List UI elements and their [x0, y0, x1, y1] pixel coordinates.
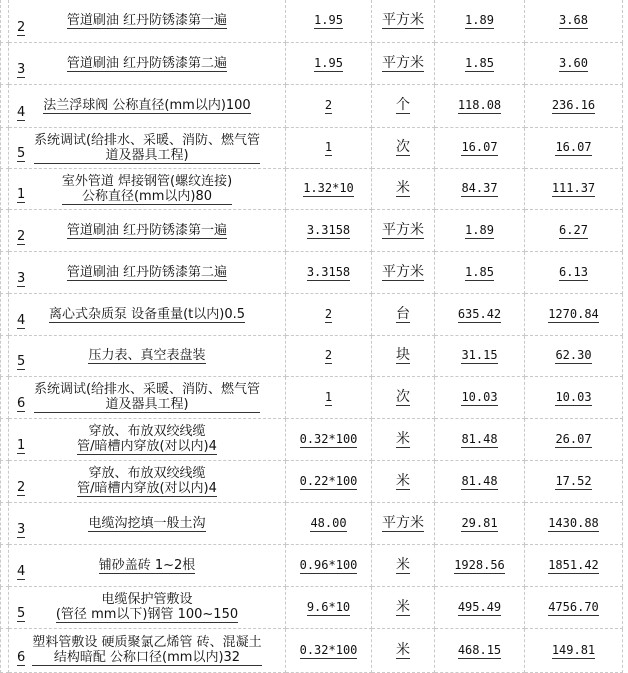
item-number-cell[interactable]: [0, 545, 26, 587]
item-description: 管道刷油 红丹防锈漆第二遍: [66, 264, 228, 280]
item-total: 3.68: [559, 13, 588, 27]
item-number-cell[interactable]: [0, 169, 26, 210]
item-quantity-cell[interactable]: [286, 128, 372, 169]
item-unit: 块: [396, 347, 410, 363]
item-unit-price-cell[interactable]: [435, 210, 525, 252]
table-row: [0, 252, 628, 294]
item-number: 5: [17, 606, 26, 621]
item-number: 4: [17, 564, 26, 579]
item-description: 穿放、布放双绞线缆 管/暗槽内穿放(对以内)4: [77, 424, 217, 454]
item-unit-price: 635.42: [457, 306, 502, 321]
item-unit-price: 10.03: [461, 389, 498, 404]
item-total-cell[interactable]: [525, 294, 623, 336]
item-number-cell[interactable]: [0, 461, 26, 503]
item-description-cell[interactable]: [9, 336, 286, 377]
item-quantity: 1.95: [314, 13, 343, 27]
item-quantity-cell[interactable]: [286, 252, 372, 294]
item-unit-price: 1.85: [465, 264, 494, 279]
item-quantity: 1: [324, 140, 333, 154]
item-number: 3: [17, 271, 26, 286]
item-unit: 个: [396, 97, 410, 113]
item-quantity-cell[interactable]: [286, 336, 372, 377]
item-unit-price: 81.48: [461, 473, 498, 488]
item-total-cell[interactable]: [525, 545, 623, 587]
item-quantity: 2: [324, 306, 333, 321]
item-total-cell[interactable]: [525, 587, 623, 629]
item-unit-price: 1928.56: [454, 557, 505, 572]
item-unit: 台: [396, 305, 410, 322]
item-unit-cell[interactable]: [372, 210, 435, 252]
item-unit-cell[interactable]: [372, 629, 435, 673]
item-number-cell[interactable]: [0, 629, 26, 673]
item-unit-cell[interactable]: [372, 419, 435, 461]
item-description: 系统调试(给排水、采暖、消防、燃气管 道及器具工程): [33, 132, 261, 163]
item-total: 6.27: [559, 222, 588, 237]
item-description-cell[interactable]: [9, 294, 286, 336]
item-quantity: 9.6*10: [306, 599, 351, 614]
item-quantity: 2: [324, 98, 333, 112]
item-description-cell[interactable]: [9, 461, 286, 503]
item-unit-cell[interactable]: [372, 336, 435, 377]
item-total-cell[interactable]: [525, 629, 623, 673]
table-row: [0, 294, 628, 336]
item-unit-price: 1.89: [465, 222, 494, 237]
item-quantity: 0.22*100: [299, 473, 358, 488]
item-quantity-cell[interactable]: [286, 169, 372, 210]
item-unit-price: 31.15: [461, 348, 498, 362]
item-description: 电缆保护管敷设 (管径 mm以下)钢管 100~150: [55, 592, 239, 622]
item-number: 2: [17, 480, 26, 495]
item-quantity: 1: [324, 389, 333, 404]
item-quantity: 1.95: [314, 55, 343, 70]
item-quantity: 0.96*100: [299, 557, 358, 572]
item-total: 149.81: [551, 642, 596, 657]
item-unit-cell[interactable]: [372, 503, 435, 545]
item-quantity-cell[interactable]: [286, 629, 372, 673]
item-quantity: 0.32*100: [299, 431, 358, 446]
item-unit-cell[interactable]: [372, 85, 435, 128]
item-quantity: 2: [324, 348, 333, 362]
item-number-cell[interactable]: [0, 128, 26, 169]
table-row: [0, 545, 628, 587]
item-description-cell[interactable]: [9, 419, 286, 461]
item-unit-price-cell[interactable]: [435, 419, 525, 461]
item-total: 62.30: [555, 348, 592, 362]
item-quantity-cell[interactable]: [286, 461, 372, 503]
item-unit-price: 84.37: [461, 181, 498, 195]
item-unit-cell[interactable]: [372, 128, 435, 169]
item-number-cell[interactable]: [0, 587, 26, 629]
item-unit-price-cell[interactable]: [435, 0, 525, 43]
item-number: 5: [17, 354, 26, 369]
item-unit: 平方米: [382, 514, 424, 531]
item-total-cell[interactable]: [525, 419, 623, 461]
item-number: 4: [17, 313, 26, 328]
table-row: [0, 419, 628, 461]
item-unit-price-cell[interactable]: [435, 169, 525, 210]
item-description: 塑料管敷设 硬质聚氯乙烯管 砖、混凝土 结构暗配 公称口径(mm以内)32: [32, 635, 262, 665]
item-number-cell[interactable]: [0, 85, 26, 128]
item-unit: 米: [396, 556, 410, 573]
item-unit-price-cell[interactable]: [435, 629, 525, 673]
item-total-cell[interactable]: [525, 336, 623, 377]
item-description: 法兰浮球阀 公称直径(mm以内)100: [43, 98, 251, 113]
item-unit-cell[interactable]: [372, 377, 435, 419]
item-number-cell[interactable]: [0, 0, 26, 43]
item-total: 10.03: [555, 389, 592, 404]
item-unit-cell[interactable]: [372, 43, 435, 85]
item-description-cell[interactable]: [9, 85, 286, 128]
item-description: 压力表、真空表盘装: [88, 348, 206, 363]
item-unit-price-cell[interactable]: [435, 503, 525, 545]
item-quantity: 0.32*100: [299, 642, 358, 657]
table-row: [0, 336, 628, 377]
item-total: 16.07: [555, 140, 592, 154]
item-unit: 米: [396, 472, 410, 489]
item-quantity-cell[interactable]: [286, 85, 372, 128]
item-number-cell[interactable]: [0, 252, 26, 294]
item-unit-price: 16.07: [461, 140, 498, 154]
item-unit-cell[interactable]: [372, 587, 435, 629]
table-row: [0, 0, 628, 43]
item-total-cell[interactable]: [525, 252, 623, 294]
item-quantity-cell[interactable]: [286, 294, 372, 336]
item-total-cell[interactable]: [525, 461, 623, 503]
item-description-cell[interactable]: [9, 377, 286, 419]
item-number-cell[interactable]: [0, 377, 26, 419]
item-description: 管道刷油 红丹防锈漆第二遍: [66, 55, 228, 71]
table-row: [0, 629, 628, 673]
item-description-cell[interactable]: [9, 43, 286, 85]
item-total-cell[interactable]: [525, 85, 623, 128]
item-total-cell[interactable]: [525, 0, 623, 43]
item-description: 管道刷油 红丹防锈漆第一遍: [66, 222, 228, 238]
item-description: 系统调试(给排水、采暖、消防、燃气管 道及器具工程): [33, 382, 261, 412]
item-quantity-cell[interactable]: [286, 419, 372, 461]
item-unit-price-cell[interactable]: [435, 252, 525, 294]
item-quantity: 3.3158: [306, 264, 351, 279]
item-total: 26.07: [555, 431, 592, 446]
item-total-cell[interactable]: [525, 210, 623, 252]
item-unit-price-cell[interactable]: [435, 85, 525, 128]
item-description-cell[interactable]: [9, 169, 286, 210]
item-description-cell[interactable]: [9, 210, 286, 252]
item-unit-cell[interactable]: [372, 545, 435, 587]
item-number-cell[interactable]: [0, 43, 26, 85]
item-description: 管道刷油 红丹防锈漆第一遍: [66, 13, 228, 28]
item-description-cell[interactable]: [9, 545, 286, 587]
item-description-cell[interactable]: [9, 0, 286, 43]
item-unit: 平方米: [382, 221, 424, 238]
item-number: 1: [17, 187, 26, 202]
item-unit: 米: [396, 430, 410, 447]
table-row: [0, 169, 628, 210]
item-unit-cell[interactable]: [372, 294, 435, 336]
item-unit-cell[interactable]: [372, 461, 435, 503]
table-row: [0, 210, 628, 252]
item-quantity: 48.00: [310, 515, 347, 530]
item-unit-price-cell[interactable]: [435, 294, 525, 336]
item-description: 电缆沟挖填一般土沟: [88, 515, 206, 531]
item-description: 铺砂盖砖 1~2根: [98, 557, 196, 573]
item-quantity-cell[interactable]: [286, 587, 372, 629]
item-number: 5: [17, 146, 26, 161]
item-unit-price: 495.49: [457, 599, 502, 614]
item-quantity: 3.3158: [306, 222, 351, 237]
table-row: [0, 461, 628, 503]
item-unit: 米: [396, 641, 410, 658]
item-number: 6: [17, 396, 26, 411]
table-row: [0, 43, 628, 85]
item-number: 3: [17, 522, 26, 537]
item-unit-price: 468.15: [457, 642, 502, 657]
item-description-cell[interactable]: [9, 252, 286, 294]
item-quantity-cell[interactable]: [286, 377, 372, 419]
item-number: 2: [17, 20, 26, 35]
item-number: 1: [17, 438, 26, 453]
item-number-cell[interactable]: [0, 210, 26, 252]
item-unit-cell[interactable]: [372, 0, 435, 43]
item-unit-price-cell[interactable]: [435, 43, 525, 85]
item-total: 1851.42: [548, 557, 599, 572]
item-unit: 平方米: [382, 54, 424, 71]
table-row: [0, 377, 628, 419]
item-number: 6: [17, 650, 26, 665]
item-total: 1430.88: [548, 515, 599, 530]
table-row: [0, 587, 628, 629]
item-total-cell[interactable]: [525, 43, 623, 85]
item-total: 4756.70: [548, 599, 599, 614]
item-total-cell[interactable]: [525, 377, 623, 419]
item-unit-cell[interactable]: [372, 169, 435, 210]
item-total: 1270.84: [548, 306, 599, 321]
item-unit: 米: [396, 180, 410, 196]
item-number-cell[interactable]: [0, 336, 26, 377]
item-quantity-cell[interactable]: [286, 503, 372, 545]
item-quantity-cell[interactable]: [286, 545, 372, 587]
item-total: 17.52: [555, 473, 592, 488]
item-number: 4: [17, 105, 26, 120]
item-unit-price: 29.81: [461, 515, 498, 530]
item-unit: 次: [396, 139, 410, 155]
item-total-cell[interactable]: [525, 169, 623, 210]
item-quantity-cell[interactable]: [286, 210, 372, 252]
item-total: 236.16: [551, 98, 596, 112]
item-unit: 次: [396, 388, 410, 405]
item-quantity: 1.32*10: [303, 181, 354, 195]
item-description: 穿放、布放双绞线缆 管/暗槽内穿放(对以内)4: [77, 466, 217, 496]
item-quantity-cell[interactable]: [286, 43, 372, 85]
item-quantity-cell[interactable]: [286, 0, 372, 43]
item-number: 3: [17, 62, 26, 77]
item-total-cell[interactable]: [525, 128, 623, 169]
item-description-cell[interactable]: [9, 128, 286, 169]
item-unit-price-cell[interactable]: [435, 377, 525, 419]
item-unit-price: 118.08: [457, 98, 502, 112]
item-total: 111.37: [551, 181, 596, 195]
item-unit-price-cell[interactable]: [435, 461, 525, 503]
item-number-cell[interactable]: [0, 294, 26, 336]
item-unit-price-cell[interactable]: [435, 545, 525, 587]
item-unit-price-cell[interactable]: [435, 336, 525, 377]
item-number-cell[interactable]: [0, 503, 26, 545]
table-row: [0, 85, 628, 128]
item-description-cell[interactable]: [9, 587, 286, 629]
item-description: 离心式杂质泵 设备重量(t以内)0.5: [48, 306, 246, 322]
item-unit: 平方米: [382, 263, 424, 280]
item-unit: 平方米: [382, 12, 424, 28]
item-unit-price: 81.48: [461, 431, 498, 446]
item-unit-price-cell[interactable]: [435, 587, 525, 629]
item-total: 3.60: [559, 55, 588, 70]
table-row: [0, 503, 628, 545]
item-unit-price-cell[interactable]: [435, 128, 525, 169]
item-unit: 米: [396, 598, 410, 615]
item-description: 室外管道 焊接钢管(螺纹连接) 公称直径(mm以内)80: [61, 173, 233, 204]
item-number-cell[interactable]: [0, 419, 26, 461]
item-description-cell[interactable]: [9, 629, 286, 673]
item-unit-price: 1.89: [465, 13, 494, 27]
item-unit-price: 1.85: [465, 55, 494, 70]
item-unit-cell[interactable]: [372, 252, 435, 294]
table-row: [0, 128, 628, 169]
item-total: 6.13: [559, 264, 588, 279]
item-number: 2: [17, 229, 26, 244]
item-total-cell[interactable]: [525, 503, 623, 545]
item-description-cell[interactable]: [9, 503, 286, 545]
